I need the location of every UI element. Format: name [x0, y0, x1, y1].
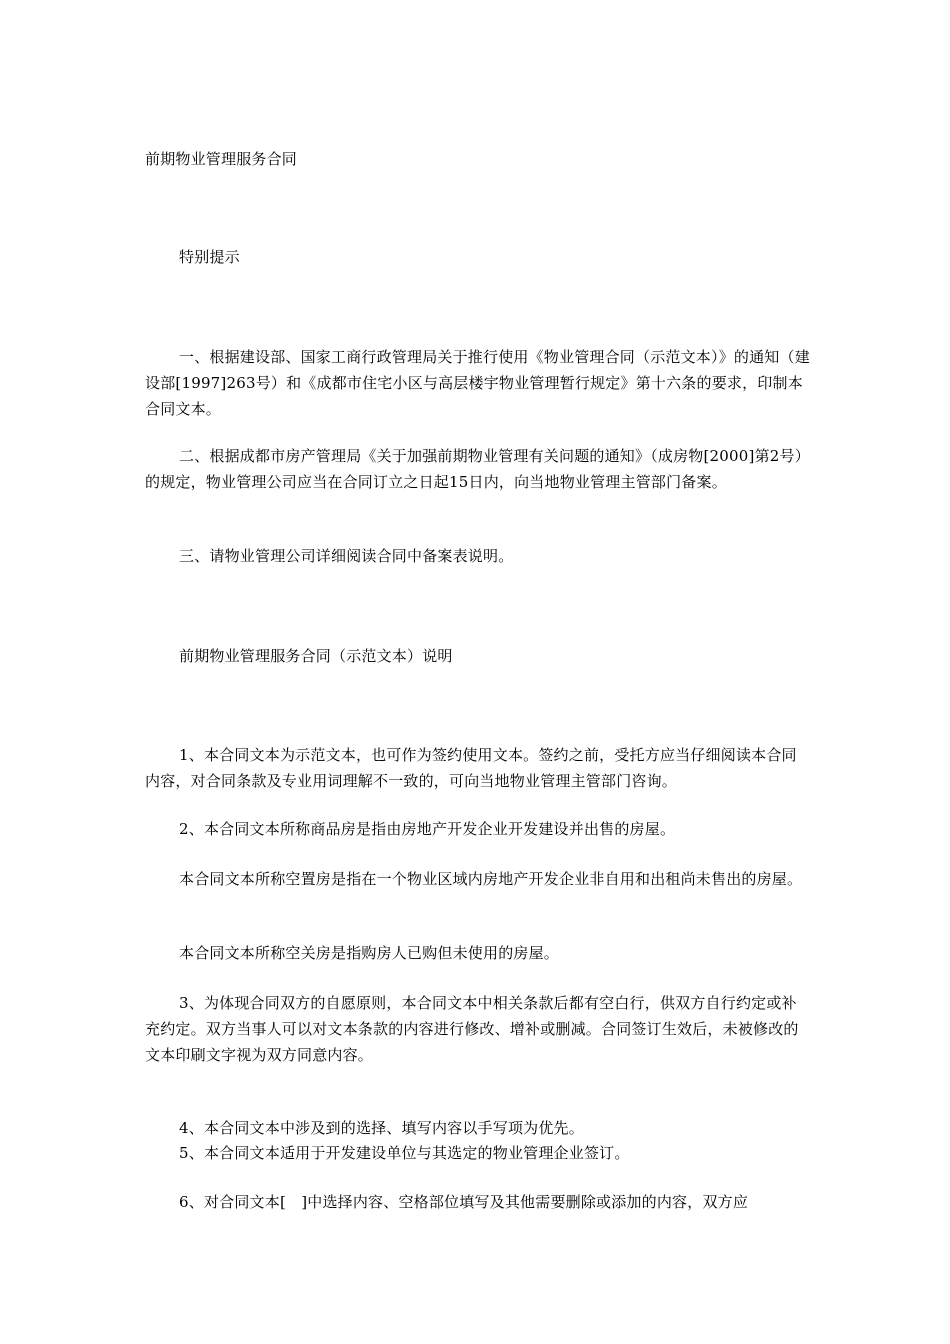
explanation-item-2-vacant: 本合同文本所称空置房是指在一个物业区域内房地产开发企业非自用和出租尚未售出的房屋。 [179, 870, 803, 888]
document-title: 前期物业管理服务合同 [145, 150, 298, 168]
special-notice-heading: 特别提示 [179, 248, 240, 266]
notice-item-1: 一、根据建设部、国家工商行政管理局关于推行使用《物业管理合同（示范文本）》的通知（建设部[1997]263号）和《成都市住宅小区与高层楼宇物业管理暂行规定》第十六条的要求，印制本合同文本。 [145, 348, 810, 418]
explanation-item-4: 4、本合同文本中涉及到的选择、填写内容以手写项为优先。 [179, 1119, 584, 1137]
explanation-item-2: 2、本合同文本所称商品房是指由房地产开发企业开发建设并出售的房屋。 [179, 820, 676, 838]
explanation-item-3: 3、为体现合同双方的自愿原则，本合同文本中相关条款后都有空白行，供双方自行约定或补充约定。双方当事人可以对文本条款的内容进行修改、增补或删减。合同签订生效后，未被修改的文本印刷文字视为双方同意内容。 [145, 994, 799, 1064]
explanation-item-2-unused: 本合同文本所称空关房是指购房人已购但未使用的房屋。 [179, 944, 560, 962]
explanation-item-6: 6、对合同文本[ ]中选择内容、空格部位填写及其他需要删除或添加的内容，双方应 [179, 1193, 749, 1211]
explanation-heading: 前期物业管理服务合同（示范文本）说明 [179, 647, 453, 665]
explanation-item-5: 5、本合同文本适用于开发建设单位与其选定的物业管理企业签订。 [179, 1144, 630, 1162]
notice-item-2: 二、根据成都市房产管理局《关于加强前期物业管理有关问题的通知》（成房物[2000]第2号）的规定，物业管理公司应当在合同订立之日起15日内，向当地物业管理主管部门备案。 [145, 447, 810, 491]
explanation-item-1: 1、本合同文本为示范文本，也可作为签约使用文本。签约之前，受托方应当仔细阅读本合同内容，对合同条款及专业用词理解不一致的，可向当地物业管理主管部门咨询。 [145, 746, 797, 790]
notice-item-3: 三、请物业管理公司详细阅读合同中备案表说明。 [179, 547, 514, 565]
